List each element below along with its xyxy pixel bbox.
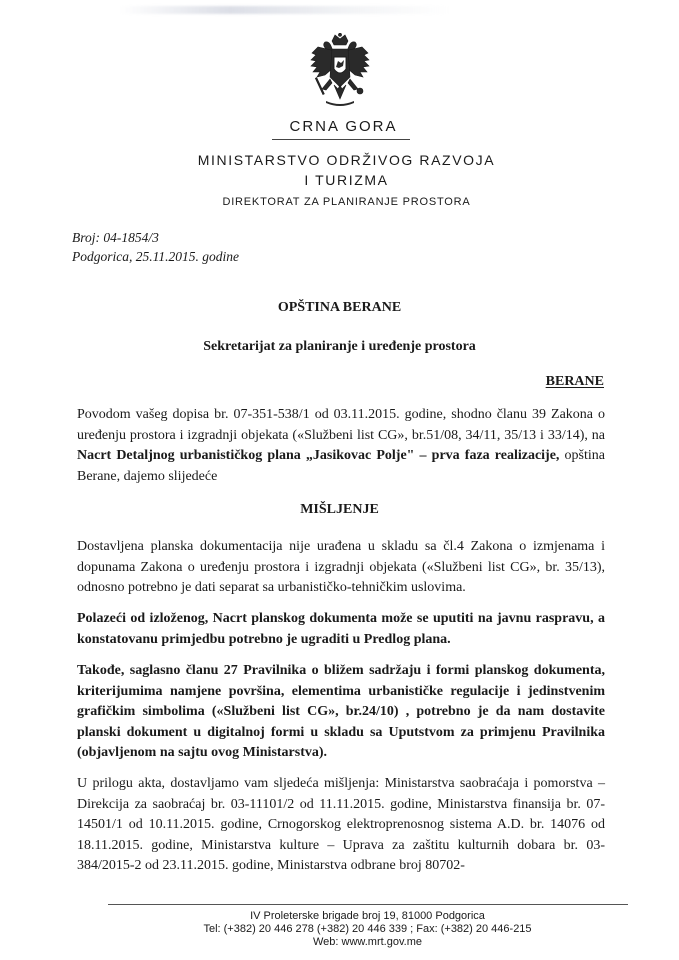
footer-phones: Tel: (+382) 20 446 278 (+382) 20 446 339 ; Fax: (+382) 20 446-215 — [203, 923, 532, 935]
recipient-city: BERANE — [545, 374, 604, 389]
header-divider — [272, 139, 410, 140]
paragraph-intro — [77, 405, 605, 487]
ministry-name-line-2: I TURIZMA — [304, 172, 389, 188]
country-name: CRNA GORA — [289, 118, 398, 135]
recipient-municipality: OPŠTINA BERANE — [277, 300, 402, 315]
coat-of-arms-icon — [308, 33, 372, 111]
reference-number: Broj: 04-1854/3 — [72, 230, 159, 245]
plan-name: Nacrt Detaljnog urbanističkog plana „Jasikovac Polje" – prva faza realizacije, — [77, 448, 560, 463]
scan-artifact — [120, 6, 450, 14]
intro-text-b: opština Berane, dajemo slijedeće — [77, 448, 605, 484]
paragraph-digital-form: Takođe, saglasno članu 27 Pravilnika o bližem sadržaju i formi planskog dokumenta, kriterijumima namjene površina, elementima urbanističke regulacije i jedinstvenim grafičkim simbolima («Službeni list CG», br.24/10) , potrebno je da nam dostavite planski dokument u digitalnoj formi u skladu sa Uputstvom za primjenu Pravilnika (objavljenom na sajtu ovog Ministarstva). — [77, 663, 605, 760]
place-and-date: Podgorica, 25.11.2015. godine — [72, 249, 239, 264]
directorate-name: DIREKTORAT ZA PLANIRANJE PROSTORA — [222, 196, 471, 208]
opinion-heading: MIŠLJENJE — [300, 502, 379, 517]
footer-web: Web: www.mrt.gov.me — [312, 936, 422, 948]
recipient-secretariat: Sekretarijat za planiranje i uređenje prostora — [203, 339, 476, 354]
footer-divider — [108, 904, 628, 905]
footer-address: IV Proleterske brigade broj 19, 81000 Podgorica — [250, 910, 485, 922]
paragraph-attachments: U prilogu akta, dostavljamo vam sljedeća mišljenja: Ministarstva saobraćaja i pomorstva – Direkcija za saobraćaj br. 03-11101/2 od 11.11.2015. godine, Ministarstva finansija br. 07-14501/1 od 10.11.2015. godine, Crnogorskog elektroprenosnog sistema A.D. br. 14076 od 18.11.2015. godine, Ministarstva kulture – Uprava za zaštitu kulturnih dobara br. 03-384/2015-2 od 23.11.2015. godine, Ministarstva odbrane broj 80702- — [77, 776, 605, 873]
paragraph-conclusion: Polazeći od izloženog, Nacrt planskog dokumenta može se uputiti na javnu raspravu, a konstatovanu primjedbu potrebno je ugraditi u Predlog plana. — [77, 611, 605, 647]
paragraph-findings: Dostavljena planska dokumentacija nije urađena u skladu sa čl.4 Zakona o izmjenama i dopunama Zakona o uređenju prostora i izgradnji objekata («Službeni list CG», br. 35/13), odnosno potrebno je dati separat sa urbanističko-tehničkim uslovima. — [77, 539, 605, 595]
ministry-name-line-1: MINISTARSTVO ODRŽIVOG RAZVOJA — [197, 152, 496, 168]
intro-text-a: Povodom vašeg dopisa br. 07-351-538/1 od 03.11.2015. godine, shodno članu 39 Zakona o uređenju prostora i izgradnji objekata («Službeni list CG», br.51/08, 34/11, 35/13 i 33/14), na — [77, 407, 605, 443]
